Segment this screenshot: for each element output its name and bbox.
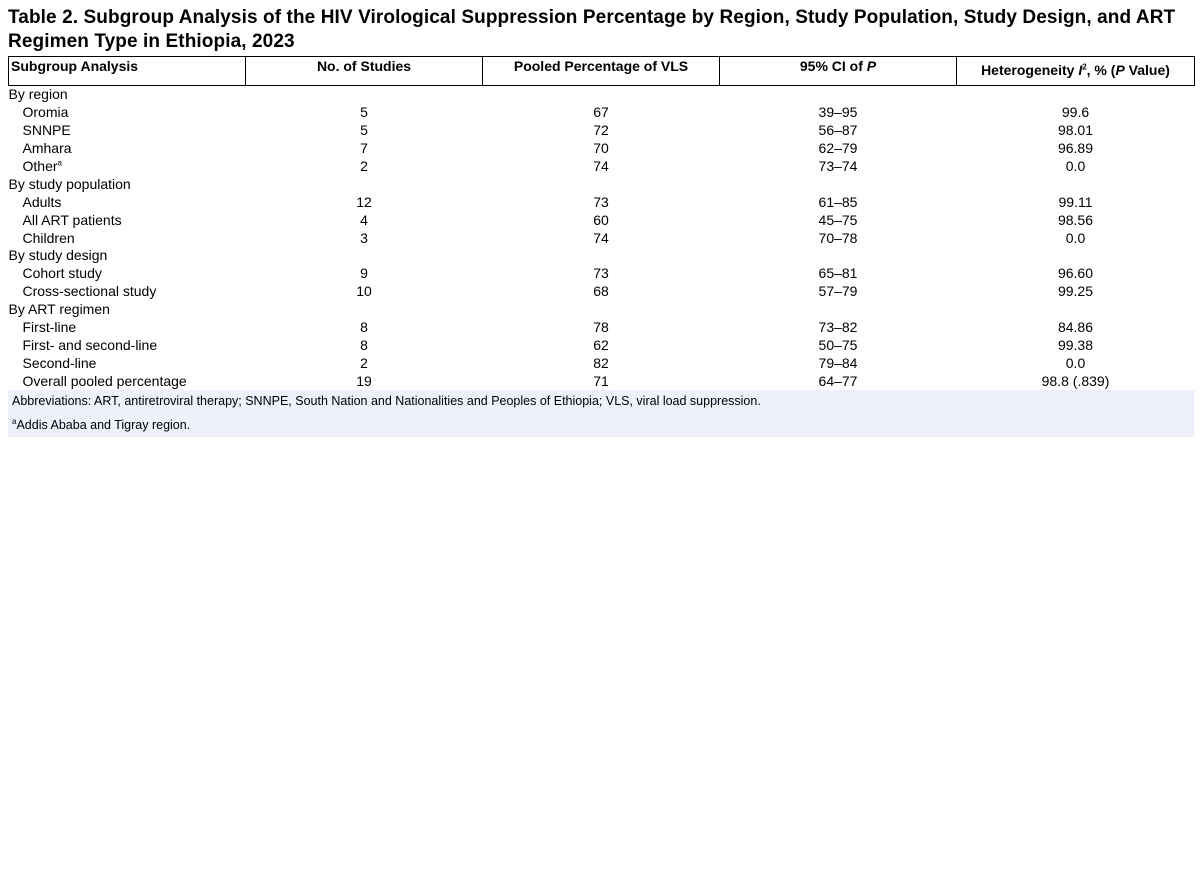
group-row xyxy=(9,301,1195,319)
group-empty-cell xyxy=(483,86,720,104)
heterogeneity-cell: 99.25 xyxy=(1057,283,1094,300)
header-studies: No. of Studies xyxy=(246,57,483,86)
heterogeneity-cell: 99.11 xyxy=(1058,193,1093,210)
group-empty-cell xyxy=(957,247,1195,265)
row-label: SNNPE xyxy=(22,122,71,139)
row-label: Cohort study xyxy=(22,265,102,282)
footnote-a-text: Addis Ababa and Tigray region. xyxy=(16,418,191,433)
group-label: By ART regimen xyxy=(8,301,110,318)
row-label: Cross-sectional study xyxy=(22,283,157,300)
studies-cell: 4 xyxy=(360,211,368,228)
row-label: First-line xyxy=(22,319,77,336)
group-empty-cell xyxy=(957,175,1195,193)
row-label: Oromia xyxy=(22,104,69,121)
row-label-cell xyxy=(9,104,246,122)
pooled-cell: 73 xyxy=(593,265,609,282)
ci-cell: 70–78 xyxy=(818,229,858,246)
ci-cell: 61–85 xyxy=(818,193,858,210)
ci-cell: 62–79 xyxy=(818,140,858,157)
group-empty-cell xyxy=(483,175,720,193)
pooled-cell: 71 xyxy=(593,372,609,389)
group-empty-cell xyxy=(720,247,957,265)
table-row xyxy=(9,265,1195,283)
table-row xyxy=(9,211,1195,229)
table-footnotes xyxy=(8,390,1194,437)
row-label: Overall pooled percentage xyxy=(22,372,187,389)
row-label-cell xyxy=(9,229,246,247)
row-label-cell xyxy=(9,140,246,158)
studies-cell: 7 xyxy=(360,140,368,157)
group-empty-cell xyxy=(483,247,720,265)
ci-cell: 56–87 xyxy=(818,122,858,139)
studies-cell: 2 xyxy=(360,158,368,174)
group-row xyxy=(9,86,1195,104)
studies-cell: 10 xyxy=(356,283,372,300)
group-empty-cell xyxy=(246,301,483,319)
pooled-cell: 68 xyxy=(593,283,609,300)
group-empty-cell xyxy=(246,247,483,265)
row-label-cell xyxy=(9,372,246,390)
table-header-row xyxy=(9,57,1195,86)
table-row xyxy=(9,283,1195,301)
row-label: First- and second-line xyxy=(22,336,158,353)
table-row xyxy=(9,140,1195,158)
header-het-var2: P xyxy=(1115,62,1125,78)
ci-cell: 50–75 xyxy=(818,336,858,353)
footnote-a xyxy=(8,416,1194,434)
group-label: By region xyxy=(8,86,68,103)
group-empty-cell xyxy=(720,301,957,319)
row-label: Children xyxy=(22,229,75,246)
row-label: Amhara xyxy=(22,140,72,157)
group-empty-cell xyxy=(957,86,1195,104)
pooled-cell: 74 xyxy=(593,229,609,246)
table-row xyxy=(9,372,1195,390)
group-empty-cell xyxy=(246,86,483,104)
header-het-mid: , % ( xyxy=(1086,62,1116,78)
pooled-cell: 62 xyxy=(593,336,609,353)
ci-cell: 64–77 xyxy=(818,372,858,389)
group-empty-cell xyxy=(957,301,1195,319)
group-label: By study design xyxy=(8,247,108,264)
header-ci-prefix: 95% CI of xyxy=(799,58,867,74)
studies-cell: 3 xyxy=(360,229,368,246)
studies-cell: 19 xyxy=(356,372,372,389)
heterogeneity-cell: 98.56 xyxy=(1057,211,1094,228)
heterogeneity-cell: 99.38 xyxy=(1057,336,1094,353)
row-label-cell xyxy=(9,265,246,283)
row-label: Adults xyxy=(22,193,62,210)
row-label-cell xyxy=(9,158,246,176)
subgroup-table xyxy=(8,56,1195,390)
row-label-cell xyxy=(9,336,246,354)
heterogeneity-cell: 98.8 (.839) xyxy=(1041,372,1110,389)
row-label-cell xyxy=(9,319,246,337)
heterogeneity-cell: 99.6 xyxy=(1061,104,1090,121)
table-row xyxy=(9,229,1195,247)
header-het-prefix: Heterogeneity xyxy=(981,62,1079,78)
studies-cell: 8 xyxy=(360,319,368,336)
studies-cell: 12 xyxy=(356,193,372,210)
pooled-cell: 73 xyxy=(593,193,609,210)
heterogeneity-cell: 96.89 xyxy=(1057,140,1094,157)
header-het-suffix: Value) xyxy=(1124,62,1170,78)
ci-cell: 65–81 xyxy=(818,265,858,282)
row-label-cell xyxy=(9,193,246,211)
header-het-sup: 2 xyxy=(1082,62,1087,72)
heterogeneity-cell: 0.0 xyxy=(1065,354,1086,371)
pooled-cell: 74 xyxy=(593,158,609,174)
ci-cell: 39–95 xyxy=(818,104,858,121)
header-pooled: Pooled Percentage of VLS xyxy=(483,57,720,86)
heterogeneity-cell: 0.0 xyxy=(1065,158,1086,174)
table-row xyxy=(9,319,1195,337)
pooled-cell: 72 xyxy=(593,122,609,139)
studies-cell: 2 xyxy=(360,354,368,371)
pooled-cell: 60 xyxy=(593,211,609,228)
table-body xyxy=(9,86,1195,391)
row-label: Second-line xyxy=(22,354,97,371)
pooled-cell: 70 xyxy=(593,140,609,157)
pooled-cell: 82 xyxy=(593,354,609,371)
group-empty-cell xyxy=(483,301,720,319)
pooled-cell: 67 xyxy=(593,104,609,121)
studies-cell: 5 xyxy=(360,122,368,139)
header-het-var: I xyxy=(1078,62,1083,78)
document-page xyxy=(8,6,1194,437)
table-row xyxy=(9,104,1195,122)
group-label: By study population xyxy=(8,175,131,192)
group-row xyxy=(9,175,1195,193)
row-label: Other xyxy=(22,158,58,174)
ci-cell: 73–74 xyxy=(818,158,858,174)
heterogeneity-cell: 98.01 xyxy=(1057,122,1094,139)
ci-cell: 45–75 xyxy=(818,211,858,228)
table-row xyxy=(9,158,1195,176)
studies-cell: 5 xyxy=(360,104,368,121)
row-label: All ART patients xyxy=(22,211,122,228)
group-empty-cell xyxy=(720,86,957,104)
pooled-cell: 78 xyxy=(593,319,609,336)
ci-cell: 57–79 xyxy=(818,283,858,300)
ci-cell: 73–82 xyxy=(818,319,858,336)
table-row xyxy=(9,336,1195,354)
table-title: Table 2. Subgroup Analysis of the HIV Virological Suppression Percentage by Region, Study Population, Study Design, and ART Regimen Type in Ethiopia, 2023 xyxy=(8,7,1176,52)
table-row xyxy=(9,193,1195,211)
header-heterogeneity xyxy=(957,57,1195,86)
header-ci xyxy=(720,57,957,86)
row-label-cell xyxy=(9,354,246,372)
row-label-cell xyxy=(9,122,246,140)
row-label-cell xyxy=(9,211,246,229)
heterogeneity-cell: 96.60 xyxy=(1057,265,1094,282)
table-row xyxy=(9,122,1195,140)
footnote-a-marker: a xyxy=(12,416,17,426)
heterogeneity-cell: 0.0 xyxy=(1065,229,1086,246)
group-row xyxy=(9,247,1195,265)
studies-cell: 9 xyxy=(360,265,368,282)
group-empty-cell xyxy=(246,175,483,193)
studies-cell: 8 xyxy=(360,336,368,353)
ci-cell: 79–84 xyxy=(818,354,858,371)
header-ci-var: P xyxy=(866,58,877,74)
heterogeneity-cell: 84.86 xyxy=(1057,319,1094,336)
row-label-footnote-marker: a xyxy=(57,158,62,168)
row-label-cell xyxy=(9,283,246,301)
group-empty-cell xyxy=(720,175,957,193)
footnote-abbreviations: Abbreviations: ART, antiretroviral therapy; SNNPE, South Nation and Nationalities and Peoples of Ethiopia; VLS, viral load suppression. xyxy=(12,394,761,409)
header-subgroup: Subgroup Analysis xyxy=(9,57,246,86)
table-row xyxy=(9,354,1195,372)
